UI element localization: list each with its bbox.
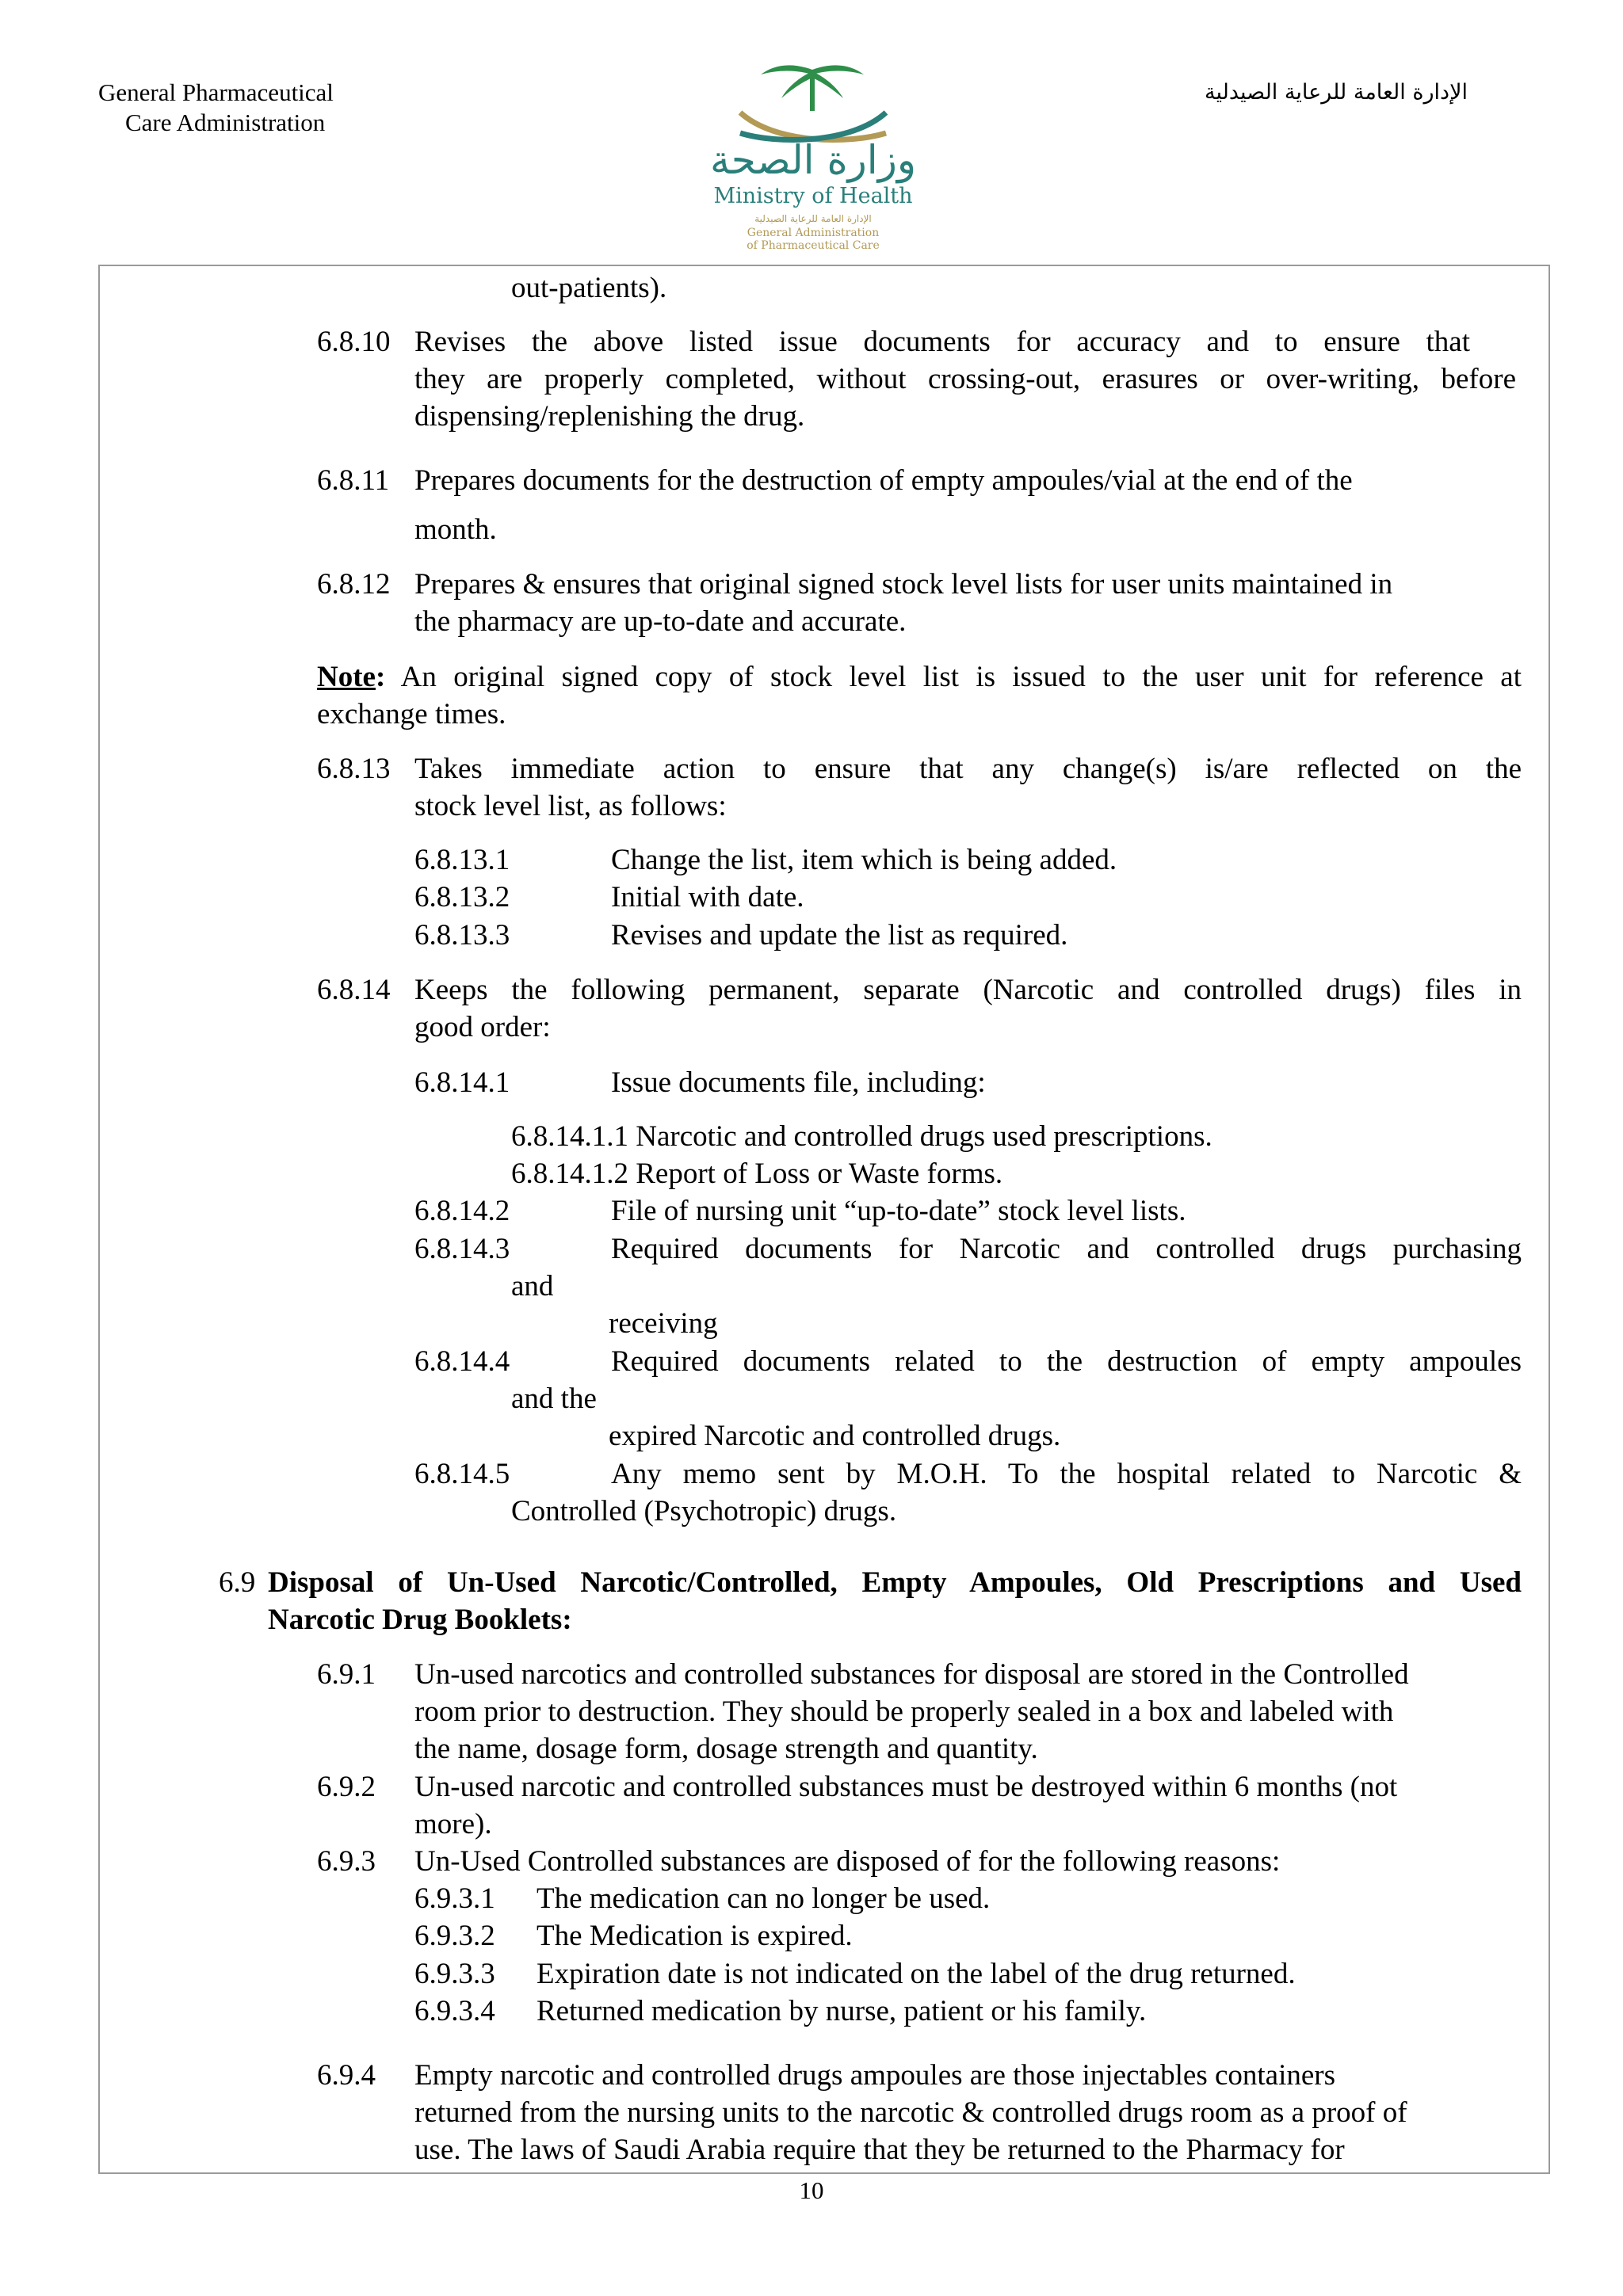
item-6-9-1-line2: room prior to destruction. They should be properly sealed in a box and labeled with — [414, 1695, 1394, 1728]
item-6-9-3-2: The Medication is expired. — [537, 1920, 853, 1952]
logo-sub-english-1: General Administration — [747, 227, 880, 239]
item-6-8-12-line1: Prepares & ensures that original signed stock level lists for user units maintained in — [414, 568, 1393, 601]
item-6-8-10-line3: dispensing/replenishing the drug. — [414, 400, 805, 433]
item-6-9-3-4: Returned medication by nurse, patient or his family. — [537, 1995, 1147, 2027]
page-number: 10 — [799, 2176, 824, 2204]
item-6-8-14-5-line2: Controlled (Psychotropic) drugs. — [511, 1495, 897, 1527]
item-6-8-14-4-line3: expired Narcotic and controlled drugs. — [609, 1420, 1061, 1452]
item-number-6-8-14-2: 6.8.14.2 — [414, 1195, 510, 1227]
item-6-9-4-line2: returned from the nursing units to the narcotic & controlled drugs room as a proof of — [414, 2096, 1407, 2129]
item-6-8-14-1-1: 6.8.14.1.1 Narcotic and controlled drugs used prescriptions. — [511, 1120, 1212, 1153]
logo-sub-english-2: of Pharmaceutical Care — [747, 239, 880, 252]
item-6-9-2-line2: more). — [414, 1808, 492, 1840]
item-number-6-9-1: 6.9.1 — [317, 1658, 376, 1691]
item-6-8-14-3-line2: and — [511, 1270, 554, 1302]
item-6-8-14-line2: good order: — [414, 1011, 551, 1043]
item-6-9-4-line3: use. The laws of Saudi Arabia require that they be returned to the Pharmacy for — [414, 2134, 1345, 2166]
section-number-6-9: 6.9 — [219, 1566, 256, 1599]
item-number-6-9-3-4: 6.9.3.4 — [414, 1995, 495, 2027]
item-6-8-10-line2: they are properly completed, without crossing-out, erasures or over-writing, before — [414, 363, 1516, 395]
item-6-8-14-5-line1: Any memo sent by M.O.H. To the hospital related to Narcotic & — [611, 1458, 1522, 1490]
item-number-6-9-3: 6.9.3 — [317, 1845, 376, 1878]
item-6-8-11-line2: month. — [414, 513, 497, 546]
item-number-6-9-3-3: 6.9.3.3 — [414, 1958, 495, 1990]
item-6-9-3-1: The medication can no longer be used. — [537, 1882, 991, 1915]
note-line1 — [317, 658, 1522, 696]
line-outpatients: out-patients). — [511, 272, 667, 304]
item-number-6-8-11: 6.8.11 — [317, 464, 390, 497]
item-6-9-3: Un-Used Controlled substances are disposed of for the following reasons: — [414, 1845, 1281, 1878]
note-colon: : — [375, 661, 386, 693]
item-6-9-4-line1: Empty narcotic and controlled drugs ampoules are those injectables containers — [414, 2059, 1336, 2092]
item-6-8-14-3-line1: Required documents for Narcotic and controlled drugs purchasing — [611, 1233, 1522, 1265]
item-number-6-8-12: 6.8.12 — [317, 568, 391, 601]
item-6-9-1-line1: Un-used narcotics and controlled substances for disposal are stored in the Controlled — [414, 1658, 1409, 1691]
item-number-6-8-14-3: 6.8.14.3 — [414, 1233, 510, 1265]
item-6-8-14-4-line2: and the — [511, 1383, 597, 1415]
item-6-8-13-line2: stock level list, as follows: — [414, 790, 727, 822]
item-6-8-11-line1: Prepares documents for the destruction of empty ampoules/vial at the end of the — [414, 464, 1353, 497]
section-6-9-title-line2: Narcotic Drug Booklets: — [268, 1604, 572, 1636]
item-number-6-8-14-1: 6.8.14.1 — [414, 1066, 510, 1099]
item-number-6-9-2: 6.9.2 — [317, 1771, 376, 1803]
item-6-9-1-line3: the name, dosage form, dosage strength and quantity. — [414, 1733, 1038, 1765]
item-6-8-14-1: Issue documents file, including: — [611, 1066, 986, 1099]
item-6-8-14-1-2: 6.8.14.1.2 Report of Loss or Waste forms. — [511, 1158, 1003, 1190]
item-number-6-8-13-3: 6.8.13.3 — [414, 919, 510, 952]
section-6-9-title-line1: Disposal of Un-Used Narcotic/Controlled, Empty Ampoules, Old Prescriptions and Used — [268, 1566, 1522, 1599]
item-number-6-8-14-4: 6.8.14.4 — [414, 1345, 510, 1378]
header-org-line1: General Pharmaceutical — [98, 78, 334, 106]
item-6-8-13-3: Revises and update the list as required. — [611, 919, 1068, 952]
header-org-line2: Care Administration — [125, 109, 326, 136]
note-text: An original signed copy of stock level list is issued to the user unit for reference at — [385, 661, 1522, 693]
item-number-6-8-14: 6.8.14 — [317, 974, 391, 1006]
item-6-8-13-line1: Takes immediate action to ensure that any change(s) is/are reflected on the — [414, 753, 1522, 785]
ministry-logo — [672, 57, 954, 260]
item-number-6-8-13-2: 6.8.13.2 — [414, 881, 510, 913]
item-6-8-13-2: Initial with date. — [611, 881, 804, 913]
item-6-8-14-2: File of nursing unit “up-to-date” stock level lists. — [611, 1195, 1186, 1227]
logo-arabic-name: وزارة الصحة — [710, 137, 916, 183]
item-number-6-9-4: 6.9.4 — [317, 2059, 376, 2092]
header-arabic-title: الإدارة العامة للرعاية الصيدلية — [1205, 80, 1468, 105]
item-6-9-2-line1: Un-used narcotic and controlled substances must be destroyed within 6 months (not — [414, 1771, 1398, 1803]
item-number-6-8-10: 6.8.10 — [317, 326, 391, 358]
item-6-8-10-line1: Revises the above listed issue documents for accuracy and to ensure that — [414, 326, 1470, 358]
item-6-8-14-3-line3: receiving — [609, 1307, 718, 1340]
item-number-6-8-13-1: 6.8.13.1 — [414, 844, 510, 876]
logo-sub-arabic: الإدارة العامة للرعاية الصيدلية — [754, 213, 872, 224]
note-label: Note — [317, 661, 376, 693]
logo-english-name: Ministry of Health — [713, 184, 913, 208]
note-line2: exchange times. — [317, 698, 506, 730]
item-number-6-8-14-5: 6.8.14.5 — [414, 1458, 510, 1490]
item-6-8-12-line2: the pharmacy are up-to-date and accurate. — [414, 605, 907, 638]
item-number-6-9-3-2: 6.9.3.2 — [414, 1920, 495, 1952]
item-6-8-13-1: Change the list, item which is being added. — [611, 844, 1117, 876]
item-6-9-3-3: Expiration date is not indicated on the label of the drug returned. — [537, 1958, 1296, 1990]
item-6-8-14-line1: Keeps the following permanent, separate (Narcotic and controlled drugs) files in — [414, 974, 1522, 1006]
item-number-6-9-3-1: 6.9.3.1 — [414, 1882, 495, 1915]
item-number-6-8-13: 6.8.13 — [317, 753, 391, 785]
item-6-8-14-4-line1: Required documents related to the destruction of empty ampoules — [611, 1345, 1522, 1378]
